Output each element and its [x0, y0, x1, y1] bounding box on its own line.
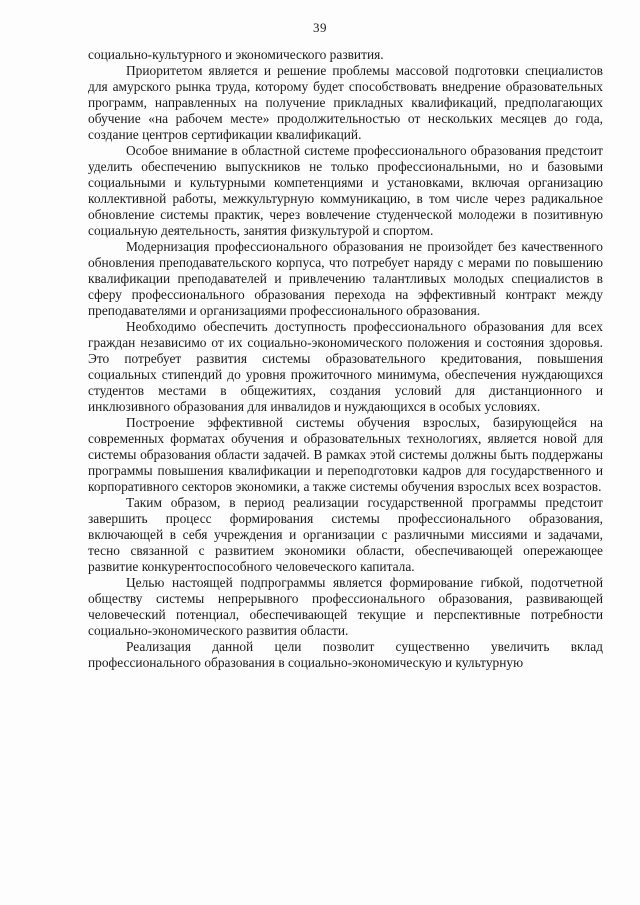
paragraph: Необходимо обеспечить доступность профессионального образования для всех граждан независимо от их социально-экономического положения и состояния здоровья. Это потребует развития системы образовательного кредитования, повышения социальных стипендий до уровня прожиточного минимума, обеспечения нуждающихся студентов местами в общежитиях, создания условий для дистанционного и инклюзивного образования для инвалидов и нуждающихся в особых условиях.: [88, 319, 603, 414]
paragraph: Особое внимание в областной системе профессионального образования предстоит уделить обеспечению выпускников не только профессиональными, но и базовыми социальными и культурными компетенциями и установками, включая организацию коллективной работы, межкультурную коммуникацию, в том числе через радикальное обновление системы практик, через вовлечение студенческой молодежи в позитивную социальную деятельность, занятия физкультурой и спортом.: [88, 143, 603, 238]
paragraph: социально-культурного и экономического развития.: [88, 47, 384, 62]
paragraph: Реализация данной цели позволит существенно увеличить вклад профессионального образования в социально-экономическую и культурную: [88, 639, 603, 670]
document-body: [88, 47, 603, 671]
paragraph: Модернизация профессионального образования не произойдет без качественного обновления преподавательского корпуса, что потребует наряду с мерами по повышению квалификации преподавателей и привлечению талантливых молодых специалистов в сферу профессионального образования перехода на эффективный контракт между преподавателями и организациями профессионального образования.: [88, 239, 603, 318]
paragraph: Целью настоящей подпрограммы является формирование гибкой, подотчетной обществу системы непрерывного профессионального образования, развивающей человеческий потенциал, обеспечивающей текущие и перспективные потребности социально-экономического развития области.: [88, 575, 603, 638]
page-number: 39: [313, 20, 327, 35]
paragraph: Построение эффективной системы обучения взрослых, базирующейся на современных форматах обучения и образовательных технологиях, является новой для системы образования области задачей. В рамках этой системы должны быть поддержаны программы повышения квалификации и переподготовки кадров для государственного и корпоративного секторов экономики, а также системы обучения взрослых всех возрастов.: [88, 415, 603, 494]
paragraph: Приоритетом является и решение проблемы массовой подготовки специалистов для амурского рынка труда, которому будет способствовать внедрение образовательных программ, направленных на получение прикладных квалификаций, предполагающих обучение «на рабочем месте» продолжительностью от нескольких месяцев до года, создание центров сертификации квалификаций.: [88, 63, 603, 142]
paragraph: Таким образом, в период реализации государственной программы предстоит завершить процесс формирования системы профессионального образования, включающей в себя учреждения и организации с различными миссиями и задачами, тесно связанной с развитием экономики области, обеспечивающей опережающее развитие конкурентоспособного человеческого капитала.: [88, 495, 603, 574]
